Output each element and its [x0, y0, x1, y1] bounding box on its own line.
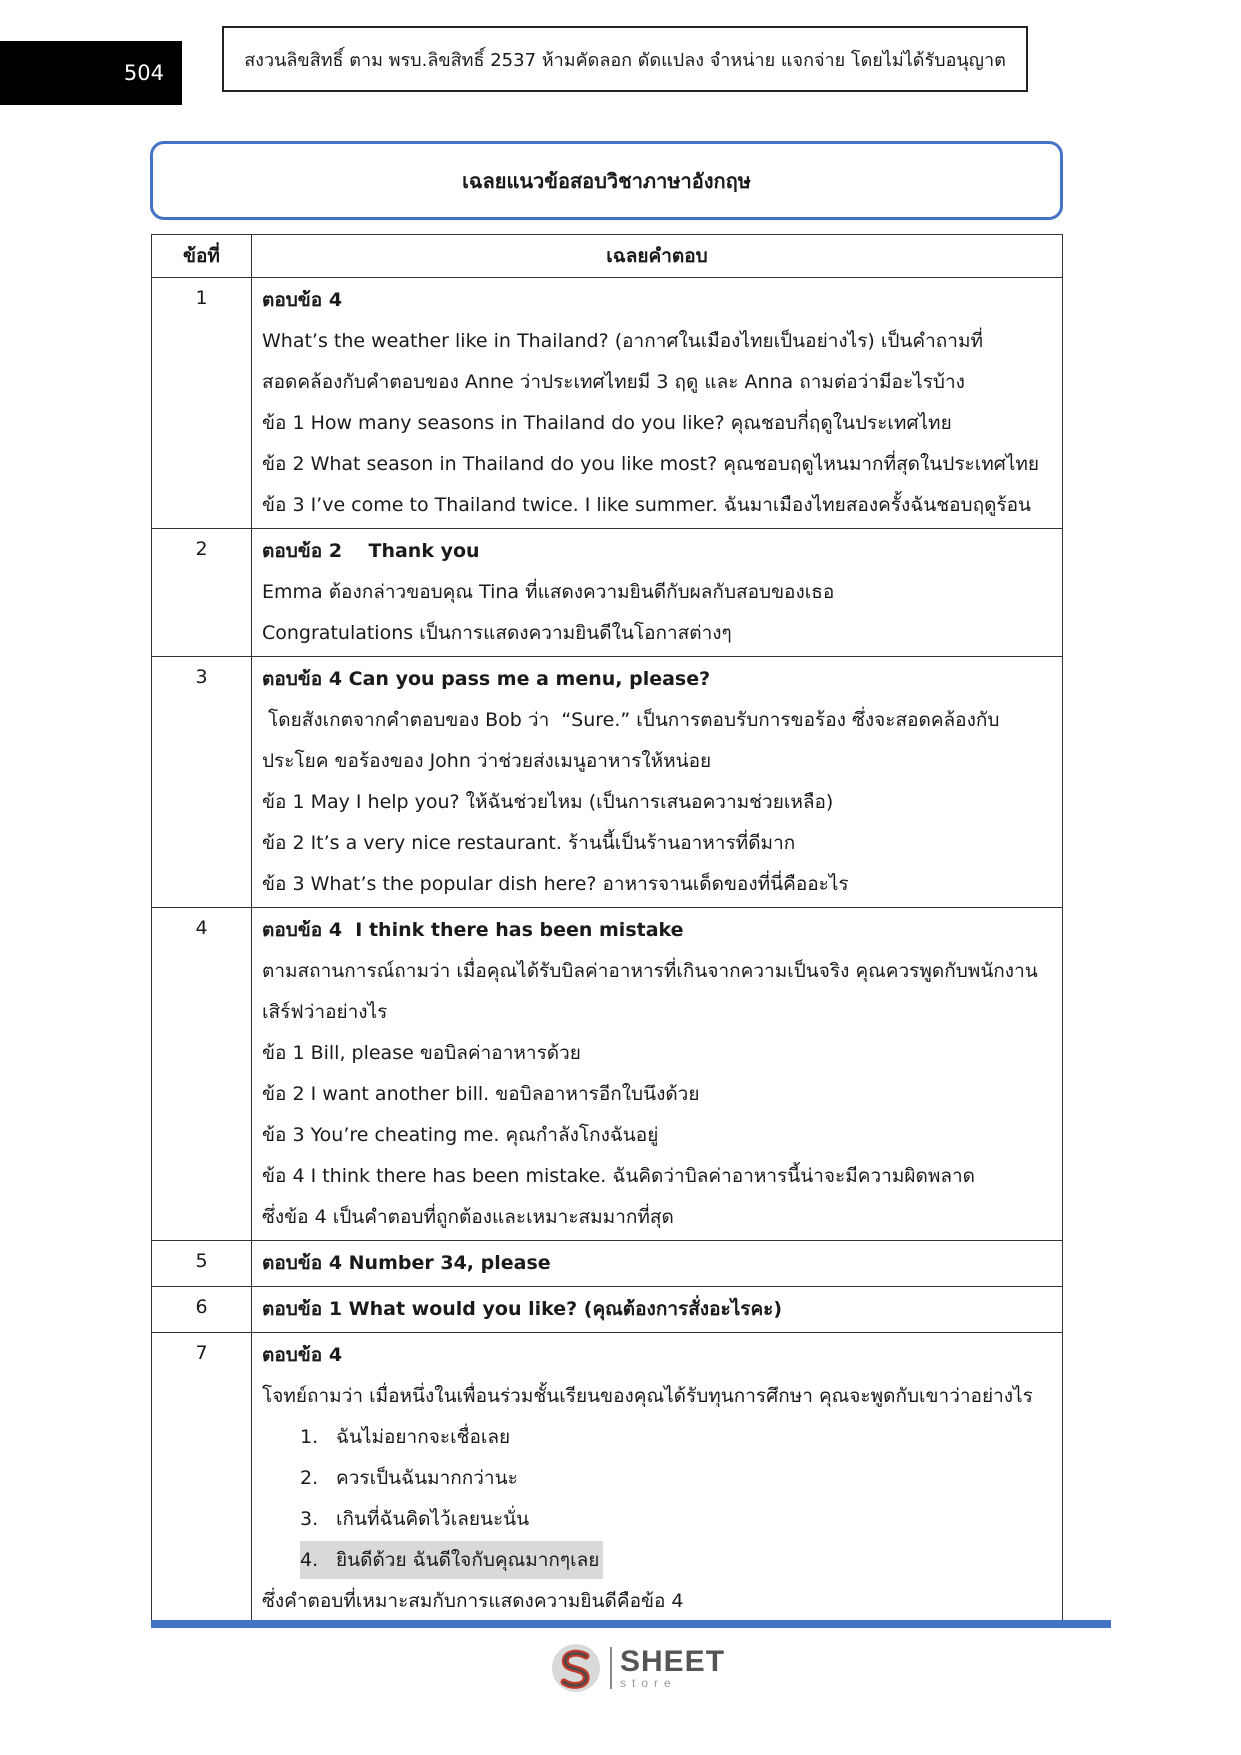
row-number: 7: [152, 1333, 252, 1625]
explanation-line: ข้อ 1 May I help you? ให้ฉันช่วยไหม (เป็นการเสนอความช่วยเหลือ): [262, 791, 834, 813]
copyright-notice: สงวนลิขสิทธิ์ ตาม พรบ.ลิขสิทธิ์ 2537 ห้ามคัดลอก ดัดแปลง จำหน่าย แจกจ่าย โดยไม่ได้รับอนุญาต: [222, 26, 1028, 92]
page-number: 504: [0, 41, 182, 105]
header-answer: เฉลยคำตอบ: [252, 235, 1063, 278]
answer-choice: ตอบข้อ 4: [262, 1344, 343, 1366]
table-row: [152, 1287, 1063, 1333]
explanation-line: What’s the weather like in Thailand? (อากาศในเมืองไทยเป็นอย่างไร) เป็นคำถามที่: [262, 330, 984, 352]
logo-sub-text: store: [620, 1676, 677, 1690]
correct-answer-highlight: [300, 1541, 603, 1579]
list-item-number: 4.: [300, 1549, 319, 1571]
list-item-text: ฉันไม่อยากจะเชื่อเลย: [336, 1426, 511, 1448]
list-item-text: ควรเป็นฉันมากกว่านะ: [336, 1467, 518, 1489]
explanation-line: ประโยค ขอร้องของ John ว่าช่วยส่งเมนูอาหารให้หน่อย: [262, 750, 712, 772]
answer-choice: ตอบข้อ 1 What would you like? (คุณต้องการสั่งอะไรคะ): [262, 1298, 783, 1320]
table-row: [152, 657, 1063, 908]
list-item: [262, 1458, 1052, 1499]
list-item: [262, 1417, 1052, 1458]
list-item-text: ยินดีด้วย ฉันดีใจกับคุณมากๆเลย: [336, 1549, 600, 1571]
explanation-line: สอดคล้องกับคำตอบของ Anne ว่าประเทศไทยมี 3 ฤดู และ Anna ถามต่อว่ามีอะไรบ้าง: [262, 371, 965, 393]
table-row: [152, 529, 1063, 657]
row-answer-cell: [252, 657, 1063, 908]
answer-choice: ตอบข้อ 4: [262, 289, 343, 311]
row-answer-cell: [252, 278, 1063, 529]
row-answer-cell: [252, 1333, 1063, 1625]
explanation-line: ข้อ 2 It’s a very nice restaurant. ร้านนี้เป็นร้านอาหารที่ดีมาก: [262, 832, 796, 854]
table-row: [152, 1333, 1063, 1625]
row-number: 4: [152, 908, 252, 1241]
list-item-text: เกินที่ฉันคิดไว้เลยนะนั่น: [336, 1508, 530, 1530]
explanation-line: ข้อ 1 How many seasons in Thailand do you like? คุณชอบกี่ฤดูในประเทศไทย: [262, 412, 952, 434]
logo-wordmark: [610, 1647, 725, 1689]
row-answer-cell: [252, 908, 1063, 1241]
table-row: [152, 908, 1063, 1241]
explanation-line: โดยสังเกตจากคำตอบของ Bob ว่า “Sure.” เป็นการตอบรับการขอร้อง ซึ่งจะสอดคล้องกับ: [262, 709, 1000, 731]
sheet-store-logo: [550, 1640, 725, 1696]
row-number: 5: [152, 1241, 252, 1287]
logo-icon: [550, 1642, 602, 1694]
row-answer-cell: [252, 1287, 1063, 1333]
answer-choice: ตอบข้อ 4 I think there has been mistake: [262, 919, 684, 941]
explanation-line: Emma ต้องกล่าวขอบคุณ Tina ที่แสดงความยินดีกับผลกับสอบของเธอ: [262, 581, 835, 603]
row-answer-cell: [252, 529, 1063, 657]
answer-choice: ตอบข้อ 4 Number 34, please: [262, 1252, 551, 1274]
explanation-line: โจทย์ถามว่า เมื่อหนึ่งในเพื่อนร่วมชั้นเรียนของคุณได้รับทุนการศึกษา คุณจะพูดกับเขาว่าอย่างไร: [262, 1385, 1033, 1407]
row-number: 1: [152, 278, 252, 529]
logo-main-text: SHEET: [620, 1645, 726, 1678]
header-number: ข้อที่: [152, 235, 252, 278]
table-row: [152, 278, 1063, 529]
page-title: เฉลยแนวข้อสอบวิชาภาษาอังกฤษ: [150, 141, 1063, 220]
explanation-line: ซึ่งข้อ 4 เป็นคำตอบที่ถูกต้องและเหมาะสมมากที่สุด: [262, 1206, 674, 1228]
explanation-line: ข้อ 3 I’ve come to Thailand twice. I like summer. ฉันมาเมืองไทยสองครั้งฉันชอบฤดูร้อน: [262, 494, 1032, 516]
list-item: [262, 1499, 1052, 1540]
explanation-line: ข้อ 4 I think there has been mistake. ฉันคิดว่าบิลค่าอาหารนี้น่าจะมีความผิดพลาด: [262, 1165, 975, 1187]
row-number: 3: [152, 657, 252, 908]
list-item-number: 1.: [300, 1426, 319, 1448]
explanation-line: ข้อ 3 You’re cheating me. คุณกำลังโกงฉันอยู่: [262, 1124, 659, 1146]
explanation-line: ข้อ 2 I want another bill. ขอบิลอาหารอีกใบนึงด้วย: [262, 1083, 700, 1105]
answer-table: [151, 234, 1063, 1625]
explanation-line: ตามสถานการณ์ถามว่า เมื่อคุณได้รับบิลค่าอาหารที่เกินจากความเป็นจริง คุณควรพูดกับพนักงาน: [262, 960, 1038, 982]
explanation-line: เสิร์ฟว่าอย่างไร: [262, 1001, 388, 1023]
conclusion-line: ซึ่งคำตอบที่เหมาะสมกับการแสดงความยินดีคือข้อ 4: [262, 1590, 684, 1612]
footer-divider: [151, 1620, 1111, 1628]
list-item-number: 3.: [300, 1508, 319, 1530]
table-header-row: [152, 235, 1063, 278]
explanation-line: ข้อ 3 What’s the popular dish here? อาหารจานเด็ดของที่นี่คืออะไร: [262, 873, 849, 895]
explanation-line: ข้อ 2 What season in Thailand do you like most? คุณชอบฤดูไหนมากที่สุดในประเทศไทย: [262, 453, 1040, 475]
table-row: [152, 1241, 1063, 1287]
list-item-number: 2.: [300, 1467, 319, 1489]
answer-choice: ตอบข้อ 4 Can you pass me a menu, please?: [262, 668, 711, 690]
explanation-line: Congratulations เป็นการแสดงความยินดีในโอกาสต่างๆ: [262, 622, 732, 644]
row-number: 2: [152, 529, 252, 657]
answer-choice: ตอบข้อ 2 Thank you: [262, 540, 480, 562]
row-answer-cell: [252, 1241, 1063, 1287]
row-number: 6: [152, 1287, 252, 1333]
explanation-line: ข้อ 1 Bill, please ขอบิลค่าอาหารด้วย: [262, 1042, 581, 1064]
list-item-highlighted: [262, 1540, 1052, 1581]
